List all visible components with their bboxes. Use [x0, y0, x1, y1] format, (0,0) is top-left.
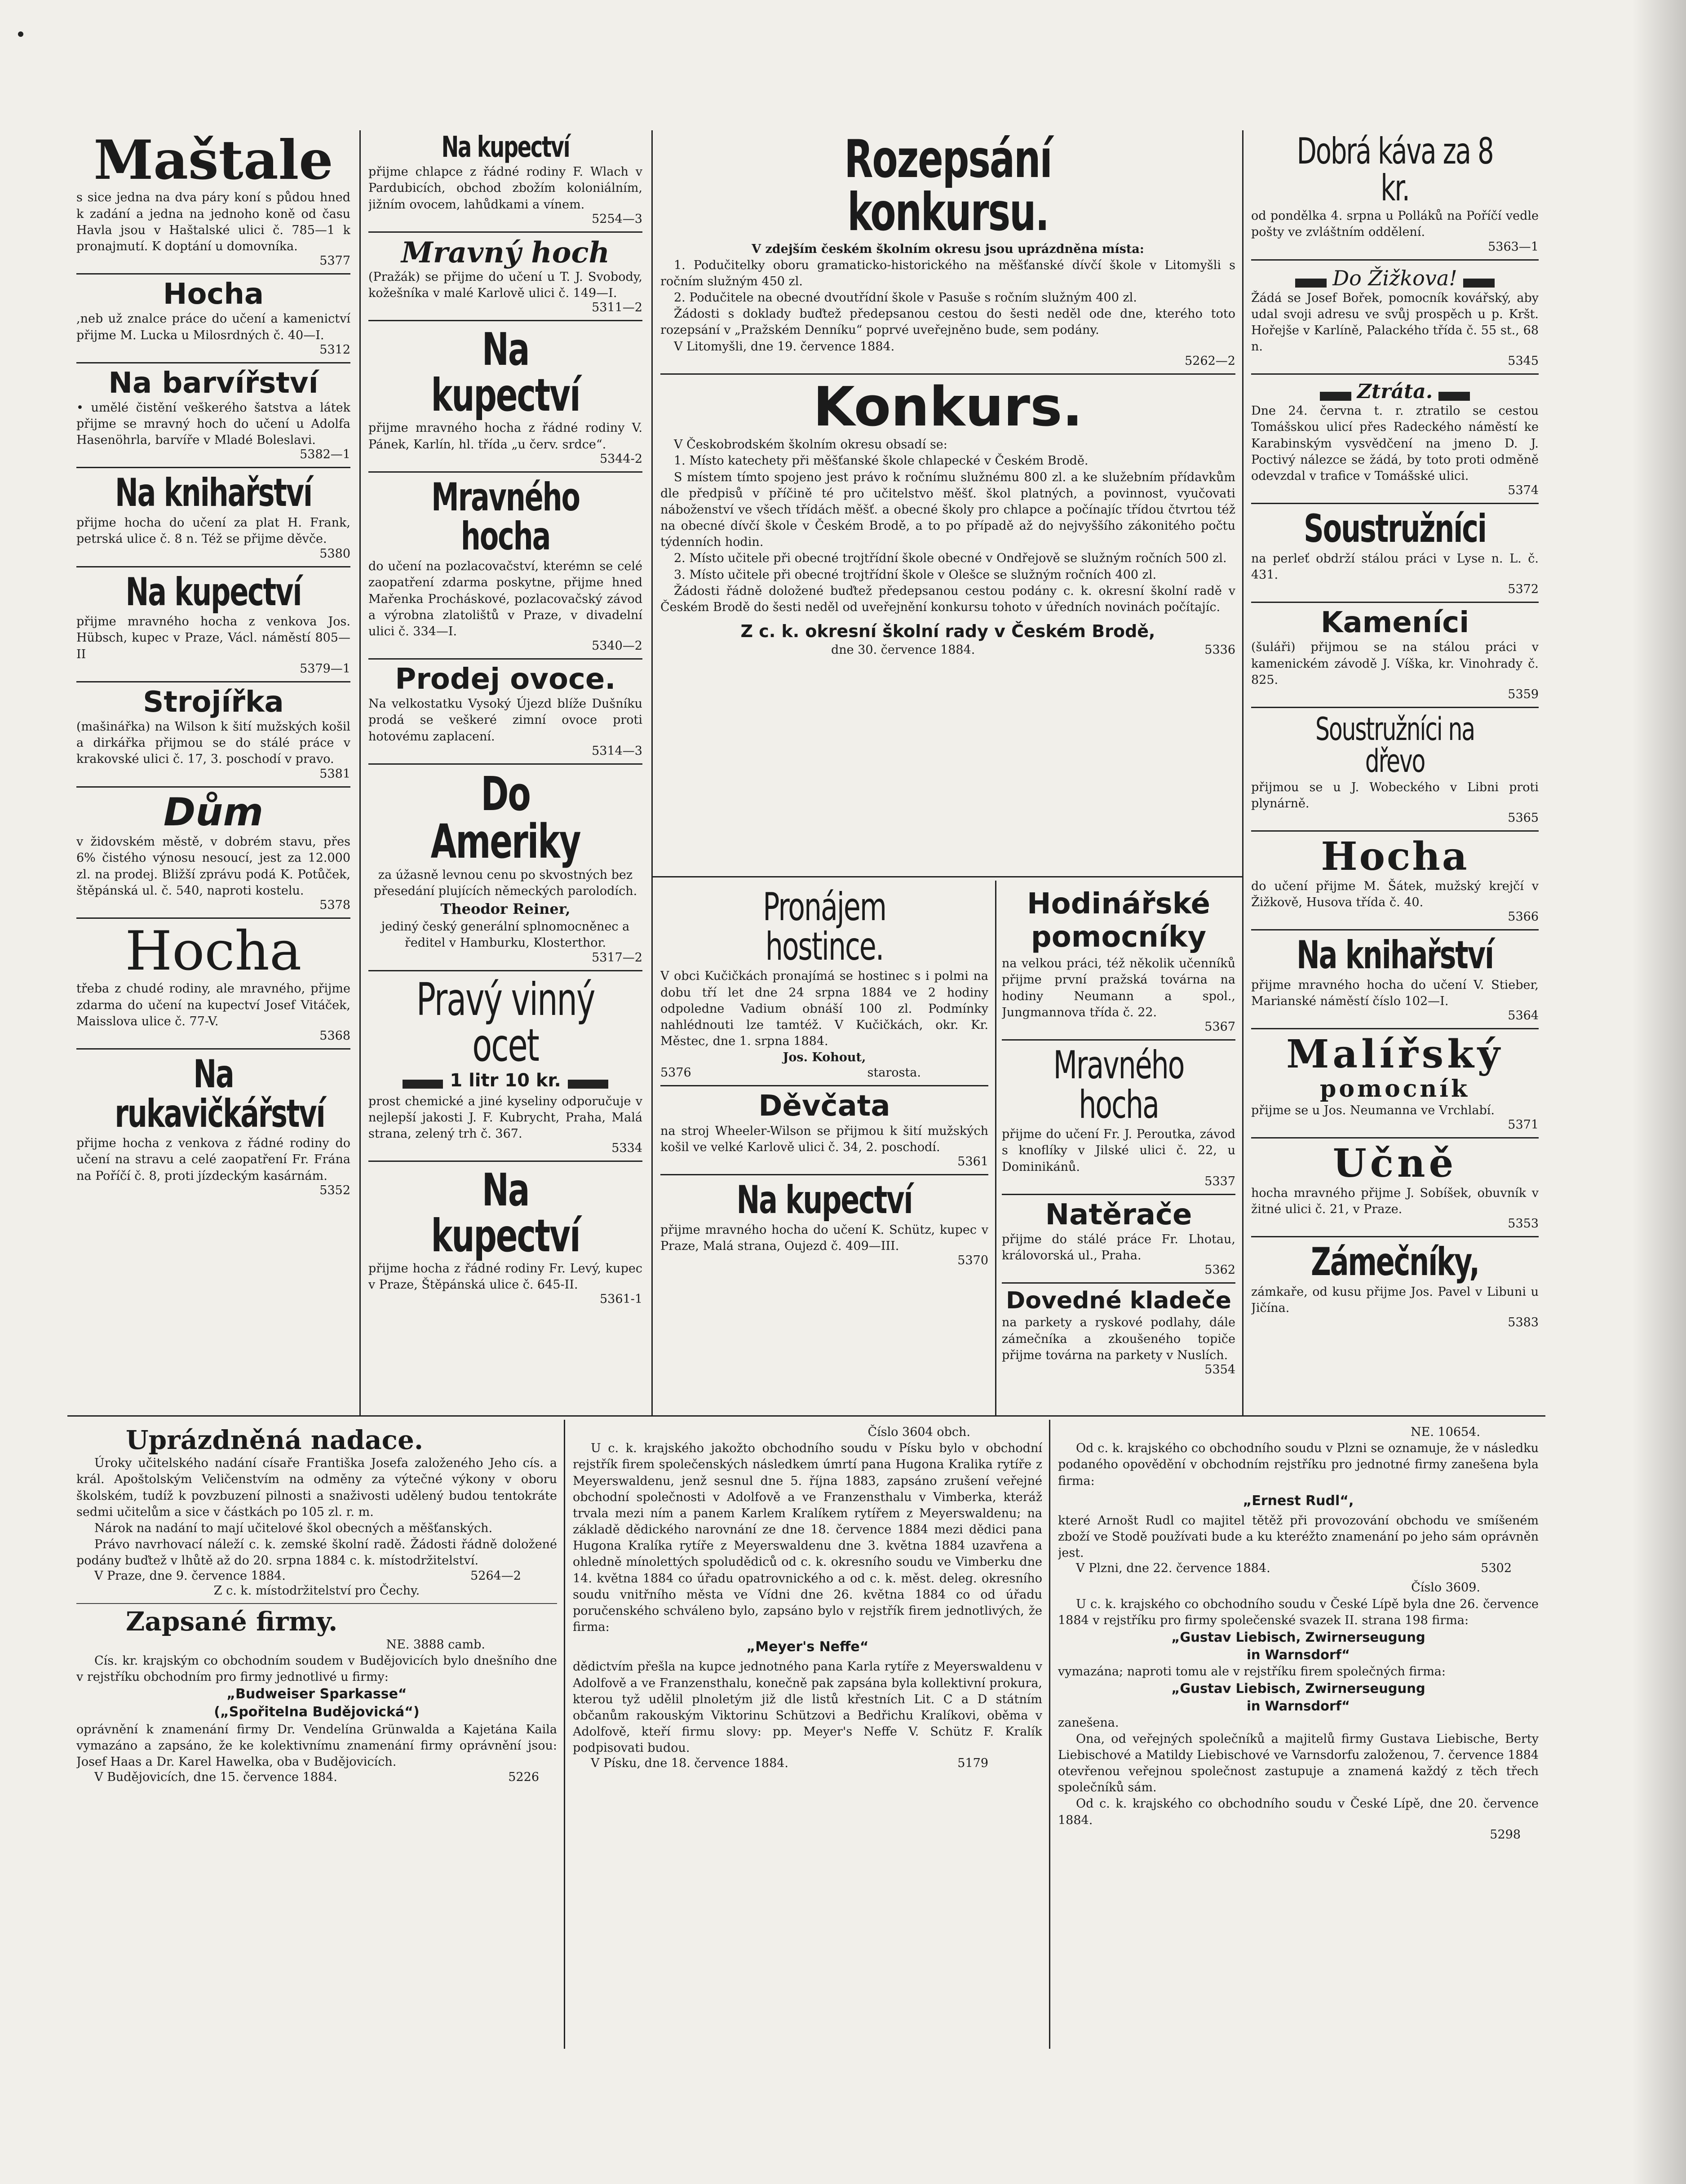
- ad-line: S místem tímto spojeno jest právo k ročnímu služnému 800 zl. a ke služebním přídavkům dle předpisů v příčině té pro učitelstvo měšť. škol platných, a povinnost, vyučovati náboženství ve všech třídách měšť. a obecné školy pro chlapce a počínajíc třídou čtvrtou též na obecné dívčí škole v Českém Brodě, a to po případě až do nejvyššího zákonitého počtu týdenních hodin.: [660, 470, 1235, 549]
- ad-body: za úžasně levnou cenu po skvostných bez přesedání plujících německých parolodích.: [373, 868, 637, 899]
- notice-number: 5302: [1481, 1561, 1512, 1576]
- notice-number: 5179: [957, 1756, 988, 1771]
- ad-title: Na kupectví: [441, 131, 570, 164]
- ad-line: 3. Místo učitele při obecné trojtřídní škole v Olešce se služným ročních 400 zl.: [674, 567, 1157, 582]
- ad-agent-name: Theodor Reiner,: [440, 900, 571, 918]
- ad-number: 5382—1: [300, 447, 350, 462]
- ad-number: 5367: [1204, 1019, 1235, 1034]
- firmy-line: oprávnění k znamenání firmy Dr. Vendelína Grünwalda a Kajetána Kaila vymazáno a zapsáno, že ke kolektivnímu znamenání firmy oprávnění jsou: Josef Haas a Dr. Karel Hawelka, oba v Budějovicích.: [76, 1722, 557, 1769]
- ad-barvirstvi: [76, 366, 350, 462]
- ad-title: Natěrače: [1045, 1198, 1192, 1232]
- ad-line: Žádosti s doklady buďtež předepsanou cestou do šesti neděl ode dne, kterého toto rozepsání v „Pražském Denníku“ poprvé uveřejněno bude, sem podány.: [660, 307, 1235, 337]
- nadace-footer: [76, 1569, 557, 1583]
- bottom-middle: [573, 1424, 1042, 2044]
- ad-title: Malířský: [1286, 1032, 1504, 1077]
- ad-number: 5362: [1204, 1263, 1235, 1277]
- ad-line: V zdejším českém školním okresu jsou uprázdněna místa:: [752, 242, 1144, 256]
- column-rule: [1242, 130, 1243, 1415]
- ad-line: 2. Místo učitele při obecné trojtřídní škole obecné v Ondřejově se služným ročních 500 zl.: [674, 551, 1227, 566]
- decorative-bar: [1438, 392, 1470, 401]
- ad-body: na velkou práci, též několik učenníků přijme první pražská továrna na hodiny Neumann a spol., Jungmannova třída č. 22.: [1002, 957, 1235, 1019]
- ad-knihar: [76, 470, 350, 561]
- firmy-title: Zapsané firmy.: [126, 1606, 338, 1637]
- bottom-left: [76, 1424, 557, 2044]
- ad-signature: Z c. k. okresní školní rady v Českém Brodě,: [740, 621, 1155, 642]
- firmy-number: 5226: [508, 1770, 539, 1785]
- ad-number: 5372: [1508, 582, 1539, 597]
- ad-title: Kameníci: [1320, 606, 1469, 640]
- ad-body: přijme mravného hocha z venkova Jos. Hübsch, kupec v Praze, Václ. náměstí 805—II: [76, 615, 350, 661]
- ad-title: Děvčata: [758, 1090, 890, 1123]
- ad-hocha: [76, 280, 350, 357]
- ad-number: 5311—2: [592, 301, 642, 315]
- ad-number: 5378: [319, 898, 350, 912]
- column-rule: [995, 881, 996, 1415]
- ad-title-row: [1251, 380, 1539, 403]
- ad-body: hocha mravného přijme J. Sobíšek, obuvník v žitné ulici č. 21, v Praze.: [1251, 1186, 1539, 1216]
- ad-title: Dobrá káva za 8 kr.: [1297, 130, 1493, 209]
- column-rule: [564, 1420, 565, 2049]
- notice-line: Od c. k. krajského co obchodního soudu v Plzni se oznamuje, že v následku podaného opovědění v obchodním rejstříku pro jednotné firmy zanešena byla firma:: [1058, 1441, 1539, 1488]
- column-rule: [1049, 1420, 1050, 2049]
- ad-line: 2. Podučitele na obecné dvoutřídní škole v Pasuše s ročním služným 400 zl.: [674, 291, 1137, 305]
- ad-number: 5368: [319, 1028, 350, 1043]
- notice-line: zanešena.: [1058, 1715, 1119, 1730]
- firmy-name: („Spořitelna Budějovická“): [214, 1704, 420, 1720]
- nadace-line: Úroky učitelského nadání císaře Františka Josefa založeného Jeho cís. a král. Apoštolským Veličenstvím na odměny za výtečné výkony v oboru školském, tudíž k povzbuzení pilnosti a snaživosti udělený budou tentokráte sedmi učitelům a sice v částkách po 105 zl. r. m.: [76, 1456, 557, 1519]
- ad-body: na parkety a ryskové podlahy, dále zámečníka a zkoušeného topiče přijme továrna na parkety v Nuslích.: [1002, 1316, 1235, 1362]
- ad-number: 5337: [1204, 1174, 1235, 1188]
- ad-body: Žádá se Josef Bořek, pomocník kovářský, aby udal svoji adresu ve svůj prospěch u p. Kršt. Hořejše v Karlíně, Palackého třída č. 55 st., 68 n.: [1251, 291, 1539, 354]
- ad-devcata: [660, 1092, 988, 1169]
- ad-body: přijme mravného hocha do učení V. Stieber, Marianské náměstí číslo 102—I.: [1251, 978, 1539, 1008]
- ad-title: Na barvířství: [108, 366, 319, 400]
- ad-body: Dne 24. června t. r. ztratilo se cestou Tomášskou ulicí přes Radeckého náměstí ke Karabinským vysvědčení na jmeno D. J. Poctivý nálezce se žádá, by toto proti odměně odevzdal v trafice v Tomášské ulici.: [1251, 404, 1539, 483]
- ad-number: 5336: [1204, 643, 1235, 657]
- ad-body: s sice jedna na dva páry koní s půdou hned k zadání a jedna na jednoho koně od času Havla jsou v Haštalské ulici č. 785—1 k pronajmutí. K doptání u domovníka.: [76, 190, 350, 253]
- ad-title: Hodinářské pomocníky: [1027, 887, 1210, 954]
- ad-number: 5374: [1508, 483, 1539, 498]
- ad-strojirka: [76, 685, 350, 781]
- ad-number: 5345: [1508, 354, 1539, 368]
- decorative-bar: [403, 1080, 443, 1089]
- ad-body: přijmou se u J. Wobeckého v Libni proti plynárně.: [1251, 780, 1539, 811]
- ad-body: přijme hocha do učení za plat H. Frank, petrská ulice č. 8 n. Též se přijme děvče.: [76, 516, 350, 546]
- ad-body: do učení na pozlacovačství, kterémn se celé zaopatření zdarma poskytne, přijme hned Mařenka Procháskové, pozlacovačský závod a výrobna zlatolištů v Praze, v divadelní ulici č. 334—I.: [368, 559, 642, 638]
- ad-body: na stroj Wheeler-Wilson se přijmou k šití mužských košil ve velké Karlově ulici č. 34, 2. poschodí.: [660, 1124, 988, 1154]
- notice-number: 5298: [1490, 1827, 1521, 1842]
- ad-line: Žádosti řádně doložené buďtež předepsanou cestou podány c. k. okresní školní radě v Českém Brodě do šesti neděl od uveřejnění konkursu tohoto v úředních novinách počítajíc.: [660, 584, 1235, 614]
- ad-body: (Pražák) se přijme do učení u T. J. Svobody, kožešníka v malé Karlově ulici č. 149—I.: [368, 270, 642, 301]
- ad-mravneho-hocha-2: [1002, 1042, 1235, 1188]
- ad-number: 5380: [319, 546, 350, 561]
- ad-number: 5371: [1508, 1118, 1539, 1132]
- notice-ref: Číslo 3609.: [1411, 1581, 1480, 1595]
- ad-title: Dovedné kladeče: [1006, 1287, 1231, 1315]
- ad-kupectvi-levy: [368, 1164, 642, 1307]
- ad-date: dne 30. července 1884.: [831, 643, 975, 657]
- notice-date: V Písku, dne 18. července 1884.: [591, 1756, 789, 1771]
- decorative-bar: [1295, 279, 1327, 288]
- ad-number: 5379—1: [300, 661, 350, 676]
- notice-firm: „Meyer's Neffe“: [746, 1639, 869, 1655]
- ad-body: do učení přijme M. Šátek, mužský krejčí v Žižkově, Husova třída č. 40.: [1251, 879, 1539, 909]
- ad-number: 5363—1: [1488, 239, 1539, 254]
- ad-number: 5366: [1508, 910, 1539, 924]
- column-3-right: [1002, 885, 1235, 1411]
- ad-zamecniky: [1251, 1240, 1539, 1330]
- ad-body: zámkaře, od kusu přijme Jos. Pavel v Libuni u Jičína.: [1251, 1285, 1539, 1316]
- notice-ref: NE. 10654.: [1411, 1425, 1480, 1439]
- ad-number: 5365: [1508, 811, 1539, 825]
- nadace-title: Uprázdněná nadace.: [126, 1425, 424, 1455]
- ad-title: Hocha: [1321, 834, 1469, 880]
- ad-number: 5377: [319, 254, 350, 268]
- ad-subtitle: 1 litr 10 kr.: [450, 1070, 561, 1091]
- notice-firm: in Warnsdorf“: [1246, 1698, 1350, 1714]
- ad-title: Soustružníci: [1304, 506, 1486, 552]
- ad-number: 5254—3: [592, 212, 642, 226]
- section-rule: [651, 876, 1242, 877]
- ad-line: V Českobrodském školním okresu obsadí se:: [674, 438, 947, 452]
- ad-number: 5376: [660, 1066, 691, 1080]
- ad-body: přijme hocha z venkova z řádné rodiny do učení na stravu a celé zaopatření Fr. Frána na Poříčí č. 8, proti jízdeckým kasárnám.: [76, 1136, 350, 1183]
- firmy-date: V Budějovicích, dne 15. července 1884.: [94, 1770, 337, 1785]
- ad-knihar-stieber: [1251, 933, 1539, 1023]
- ad-kupectvi-schutz: [660, 1178, 988, 1268]
- ad-title: Pravý vinný ocet: [416, 973, 595, 1072]
- firmy-footer: [76, 1770, 557, 1784]
- notice-footer: [1058, 1561, 1539, 1575]
- ad-soustruznici: [1251, 506, 1539, 597]
- ad-title: Mravný hoch: [401, 235, 610, 270]
- ad-pronajem-hostince: [660, 885, 988, 1080]
- ad-dum: [76, 789, 350, 912]
- ad-title: Na kupectví: [431, 1164, 580, 1263]
- ad-mravneho-hocha: [368, 474, 642, 653]
- ad-body: na perleť obdrží stálou práci v Lyse n. L. č. 431.: [1251, 551, 1539, 582]
- ad-number: 5334: [611, 1141, 642, 1156]
- ad-title-2: pomocník: [1320, 1075, 1470, 1103]
- ad-number: 5353: [1508, 1217, 1539, 1231]
- ad-title: Hocha: [125, 920, 302, 983]
- ad-title: Pronájem hostince.: [763, 885, 886, 969]
- notice-line: Od c. k. krajského co obchodního soudu v České Lípě, dne 20. července 1884.: [1058, 1797, 1539, 1827]
- ad-number: 5381: [319, 766, 350, 781]
- ad-title: Rozepsání konkursu.: [844, 130, 1052, 243]
- ad-rozepsani-konkursu: [660, 130, 1235, 368]
- ad-body: přijme mravného hocha do učení K. Schütz, kupec v Praze, Malá strana, Oujezd č. 409—III.: [660, 1223, 988, 1253]
- notice-footer: [573, 1756, 1042, 1770]
- firmy-line: Cís. kr. krajským co obchodním soudem v Budějovicích bylo dnešního dne v rejstříku obchodním pro firmy jednotlivé u firmy:: [76, 1653, 557, 1684]
- ad-dobra-kava: [1251, 130, 1539, 254]
- ad-body: • umělé čistění veškerého šatstva a látek přijme se mravný hoch do učení u Adolfa Hasenöhrla, barvíře v Mladé Boleslavi.: [76, 400, 350, 447]
- ad-kamenici: [1251, 608, 1539, 701]
- ad-title: Na kupectví: [431, 323, 580, 422]
- newspaper-page: [67, 121, 1545, 2049]
- ad-kupectvi-wlach: [368, 133, 642, 226]
- ad-body: (mašinářka) na Wilson k šití mužských košil a dirkářka přijmou se do stálé práce v krakovské ulici č. 17, 3. poschodí v pravo.: [76, 720, 350, 766]
- ad-footer: [660, 643, 1235, 657]
- ad-number: 5317—2: [592, 950, 642, 965]
- ad-title: Na knihařství: [115, 470, 312, 516]
- notice-line: U c. k. krajského jakožto obchodního soudu v Písku bylo v obchodní rejstřík firem společenských následkem úmrtí pana Hugona Kralika rytíře z Meyerswaldenu, jenž sesnul dne 5. října 1883, zapsáno zrušení veřejné obchodní společnosti v Adolfově a ve Franzensthalu v Vimberka, kteráž trvala mezi ním a panem Karlem Kralíkem rytířem z Meyerswaldenu; na základě dědického narovnání ze dne 18. července 1884 mezi dědici pana Hugona Kralíka rytíře z Meyerswaldenu dne 3. května 1884 uzavřena a ohledně mínolettých spoludědiců od c. k. okresního soudu ve Vimberku dne 14. května 1884 co úřadu opatrovnického a od c. k. měst. deleg. okresního soudu vnitřního města ve Vídni dne 26. května 1884 co od úřadu poručenského schváleno bylo, zapsáno bylo v rejstřík firem jednotlivých, že firma:: [573, 1441, 1042, 1635]
- ad-title: Hocha: [163, 278, 264, 311]
- notice-firm: „Gustav Liebisch, Zwirnerseugung: [1171, 1629, 1425, 1645]
- ad-body: přijme do stálé práce Fr. Lhotau, královorská ul., Praha.: [1002, 1232, 1235, 1263]
- ad-title: Dům: [163, 789, 264, 835]
- ad-do-zizkova: [1251, 266, 1539, 368]
- ad-body: (šuláři) přijmou se na stálou práci v kamenickém závodě J. Víška, kr. Vinohrady č. 825.: [1251, 640, 1539, 687]
- ad-body: třeba z chudé rodiny, ale mravného, přijme zdarma do učení na kupectví Josef Vitáček, Maisslova ulice č. 77-V.: [76, 982, 350, 1028]
- ad-title: Prodej ovoce.: [395, 663, 616, 696]
- print-speck: [18, 31, 23, 37]
- ad-line: 1. Podučitelky oboru gramaticko-historického na měšťanské dívčí škole v Litomyšli s ročním služným 450 zl.: [660, 258, 1235, 288]
- decorative-bar: [568, 1080, 608, 1089]
- ad-mastale: [76, 130, 350, 268]
- ad-title: Mravného hocha: [1053, 1042, 1184, 1127]
- ad-signature: Jos. Kohout,: [783, 1050, 866, 1065]
- firmy-ref: NE. 3888 camb.: [386, 1637, 485, 1652]
- ad-prodej-ovoce: [368, 665, 642, 758]
- column-1: [76, 130, 350, 1411]
- ad-vinny-ocet: [368, 973, 642, 1156]
- ad-title: Soustružníci na dřevo: [1315, 710, 1475, 780]
- column-3-top: [660, 130, 1235, 876]
- ad-body: přijme hocha z řádné rodiny Fr. Levý, kupec v Praze, Štěpánská ulice č. 645-II.: [368, 1262, 642, 1292]
- ad-line: 1. Místo katechety při měšťanské škole chlapecké v Českém Brodě.: [674, 454, 1089, 468]
- column-3-left: [660, 885, 988, 1411]
- column-2: [368, 130, 642, 1411]
- ad-ztrata: [1251, 380, 1539, 497]
- notice-line: U c. k. krajského co obchodního soudu v České Lípě byla dne 26. července 1884 v rejstříku pro firmy společenské svazek II. strana 198 firma:: [1058, 1597, 1539, 1627]
- ad-number: 5340—2: [592, 639, 642, 653]
- ad-title: Konkurs.: [813, 376, 1083, 439]
- ad-title: Na kupectví: [125, 569, 301, 615]
- ad-number: 5354: [1204, 1362, 1235, 1377]
- ad-body: prost chemické a jiné kyseliny odporučuje v nejlepší jakosti J. F. Kubrycht, Praha, Malá strana, zelený trh č. 367.: [368, 1094, 642, 1141]
- ad-title: Na kupectví: [736, 1178, 912, 1223]
- ad-body: přijme mravného hocha z řádné rodiny V. Pánek, Karlín, hl. třída „u červ. srdce“.: [368, 421, 642, 452]
- ad-body: ,neb už znalce práce do učení a kamenictví přijme M. Lucka u Milosrdných č. 40—I.: [76, 312, 350, 342]
- ad-number: 5262—2: [1185, 354, 1235, 368]
- ad-number: 5352: [319, 1183, 350, 1197]
- ad-title: Mravného hocha: [431, 474, 580, 559]
- notice-firm: „Ernest Rudl“,: [1243, 1493, 1354, 1509]
- ad-naterace: [1002, 1198, 1235, 1277]
- ad-body: Na velkostatku Vysoký Újezd blíže Dušníku prodá se veškeré zimní ovoce proti hotovému zaplacení.: [368, 697, 642, 744]
- nadace-line: Nárok na nadání to mají učitelové škol obecných a měšťanských.: [94, 1521, 493, 1535]
- ad-title: Maštale: [93, 130, 333, 192]
- ad-malirsky: [1251, 1032, 1539, 1132]
- ad-body: přijme do učení Fr. J. Peroutka, závod s knoflíky v Jilské ulici č. 22, u Dominikánů.: [1002, 1127, 1235, 1174]
- ad-number: 5359: [1508, 687, 1539, 701]
- ad-signature-role: starosta.: [867, 1066, 921, 1080]
- ad-do-ameriky: [368, 766, 642, 965]
- column-rule: [651, 130, 653, 1415]
- ad-number: 5370: [957, 1254, 988, 1268]
- notice-line: vymazána; naproti tomu ale v rejstříku firem společných firma:: [1058, 1664, 1446, 1679]
- ad-title: Ztráta.: [1357, 380, 1433, 403]
- nadace-date: V Praze, dne 9. července 1884.: [94, 1569, 286, 1583]
- notice-line: Ona, od veřejných společníků a majitelů firmy Gustava Liebische, Berty Liebischové a Matildy Liebischové ve Varnsdorfu založenou, 7. července 1884 otevřenou veřejnou společnost zastupuje a znamená každý z těch třech společníků sám.: [1058, 1732, 1539, 1795]
- ad-body: od pondělka 4. srpna u Polláků na Poříčí vedle pošty ve zvláštním oddělení.: [1251, 209, 1539, 239]
- ad-title: Na knihařství: [1296, 933, 1494, 978]
- decorative-bar: [1320, 392, 1351, 401]
- ad-body: V obci Kučičkách pronajímá se hostinec s i polmi na dobu tří let dne 24 srpna 1884 ve 2 hodiny odpoledne Vadium obnáší 100 zl. Podmínky nahlédnouti lze tamtéž. V Kučičkách, okr. Kr. Městec, dne 1. srpna 1884.: [660, 969, 988, 1049]
- column-4: [1251, 130, 1539, 1411]
- ad-footer: [660, 1066, 988, 1080]
- firmy-name: „Budweiser Sparkasse“: [226, 1686, 407, 1702]
- notice-date: V Plzni, dne 22. července 1884.: [1076, 1561, 1270, 1576]
- ad-number: 5344-2: [599, 452, 642, 466]
- ad-subtitle-row: [368, 1070, 642, 1091]
- ad-title: Do Žižkova!: [1332, 266, 1457, 290]
- ad-number: 5314—3: [592, 744, 642, 758]
- ad-hocha-2: [76, 920, 350, 1043]
- ad-hodinarske: [1002, 888, 1235, 1034]
- ad-number: 5361-1: [599, 1292, 642, 1307]
- ad-number: 5364: [1508, 1009, 1539, 1023]
- ad-body: v židovském městě, v dobrém stavu, přes 6% čistého výnosu nesoucí, jest za 12.000 zl. na prodej. Bližší zprávu podá K. Potůček, štěpánská ul. č. 540, naproti kostelu.: [76, 835, 350, 898]
- notice-firm: „Gustav Liebisch, Zwirnerseugung: [1171, 1680, 1425, 1696]
- ad-title: Do Ameriky: [430, 766, 580, 869]
- ad-konkurs: [660, 376, 1235, 657]
- ad-kladece: [1002, 1289, 1235, 1377]
- nadace-signature: Z c. k. místodržitelství pro Čechy.: [213, 1584, 420, 1598]
- ad-title: Zámečníky,: [1311, 1240, 1479, 1285]
- ad-body: přijme chlapce z řádné rodiny F. Wlach v Pardubicích, obchod zbožím koloniálním, jižním ovocem, lahůdkami a vínem.: [368, 165, 642, 212]
- ad-number: 5361: [957, 1155, 988, 1169]
- page-edge-shadow: [1632, 0, 1686, 2184]
- ad-title: Na rukavičkářství: [115, 1051, 325, 1136]
- nadace-line: Právo navrhovací náleží c. k. zemské školní radě. Žádosti řádně doložené podány buďtež v lhůtě až do 20. srpna 1884 c. k. místodržitelství.: [76, 1537, 557, 1568]
- notice-line: dědictvím přešla na kupce jednotného pana Karla rytíře z Meyerswaldenu v Adolfově a ve Franzensthalu, konečně pak zapsána byla kollektivní prokura, kterou tyž udělil plnoletým již dle listů křestních Lit. C a D státním občanům rakouským Viktorinu Schützovi a Bedřichu Kralíkovi, oběma v Adolfově, kteří firmu slovy: pp. Meyer's Neffe V. Schütz F. Kralík podpisovati budou.: [573, 1660, 1042, 1755]
- notice-firm: in Warnsdorf“: [1246, 1647, 1350, 1662]
- notice-line: které Arnošt Rudl co majitel tětěž při provozování obchodu ve smíšeném zboží ve Stodě používati bude a ku kteréžto znamenání po jeho sám oprávněn jest.: [1058, 1513, 1539, 1560]
- ad-title: Strojířka: [143, 685, 284, 719]
- ad-hocha-satek: [1251, 834, 1539, 924]
- ad-ucne: [1251, 1141, 1539, 1231]
- notice-ref: Číslo 3604 obch.: [867, 1425, 970, 1439]
- ad-title: Učně: [1332, 1141, 1457, 1187]
- ad-agent-detail: jediný český generální splnomocněnec a ředitel v Hamburku, Klosterthor.: [381, 920, 630, 950]
- ad-line: V Litomyšli, dne 19. července 1884.: [674, 339, 895, 354]
- nadace-number: 5264—2: [470, 1569, 521, 1583]
- decorative-bar: [1463, 279, 1495, 288]
- column-rule: [359, 130, 361, 1415]
- ad-soustruznici-drevo: [1251, 710, 1539, 825]
- ad-body: přijme se u Jos. Neumanna ve Vrchlabí.: [1251, 1103, 1495, 1117]
- ad-mravny-hoch: [368, 235, 642, 315]
- ad-kupectvi-panek: [368, 323, 642, 466]
- ad-kupectvi: [76, 569, 350, 676]
- ad-title-row: [1251, 266, 1539, 290]
- bottom-right: [1058, 1424, 1539, 2044]
- section-rule: [67, 1415, 1545, 1417]
- ad-number: 5383: [1508, 1316, 1539, 1330]
- ad-rukavickarstvi: [76, 1051, 350, 1197]
- ad-number: 5312: [319, 342, 350, 357]
